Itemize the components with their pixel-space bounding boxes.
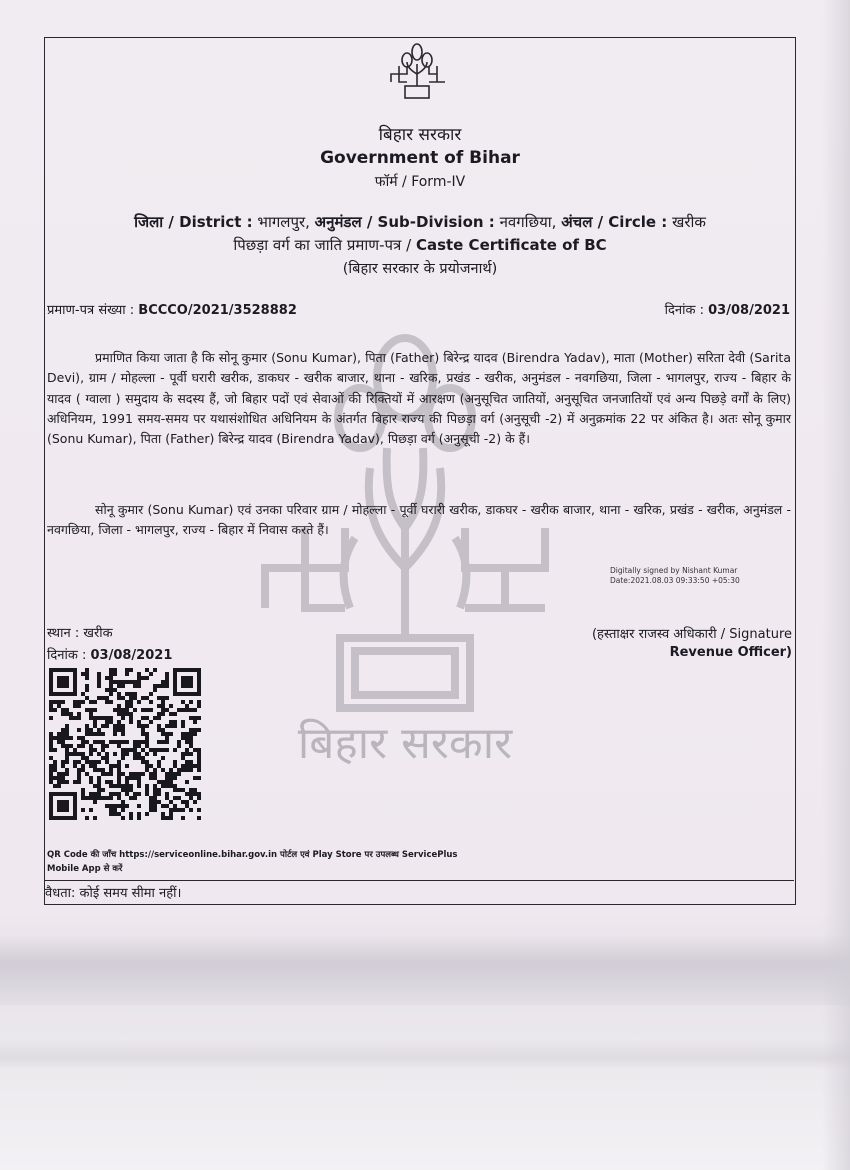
subdivision-label: अनुमंडल / Sub-Division : [314, 213, 495, 231]
certificate-date-value: 03/08/2021 [708, 303, 790, 318]
certificate-title-english: Caste Certificate of BC [415, 236, 607, 254]
paper-edge [822, 0, 850, 1170]
digital-signature-signer: Digitally signed by Nishant Kumar [610, 566, 738, 575]
bihar-emblem-icon [385, 42, 449, 104]
signature-caption-line1 [592, 624, 792, 642]
certificate-date-label: दिनांक : [664, 303, 704, 318]
paper-fold-shadow-2 [0, 1040, 850, 1070]
district-label: जिला / District : [134, 213, 253, 231]
hindi-government-title: बिहार सरकार [378, 125, 462, 145]
qr-code-icon[interactable] [49, 668, 201, 820]
certificate-number-value: BCCCO/2021/3528882 [138, 303, 297, 318]
circle-value: खरीक [672, 213, 706, 231]
digital-signature-date: Date:2021.08.03 09:33:50 +05:30 [610, 575, 740, 585]
qr-verification-note [47, 848, 458, 876]
validity-note: वैधता: कोई समय सीमा नहीं। [45, 880, 794, 901]
qr-note-line2: Mobile App से करें [47, 864, 123, 874]
place [47, 623, 113, 641]
signature-caption-line2: Revenue Officer) [669, 645, 792, 660]
certification-paragraph: प्रमाणित किया जाता है कि सोनू कुमार (Sonu Kumar), पिता (Father) बिरेन्द्र यादव (Birendra Yadav), माता (Mother) सरिता देवी (Sarita Devi), ग्राम / मोहल्ला - पूर्वी घरारी खरीक, डाकघर - खरीक बाजार, थाना - खरिक, प्रखंड - खरीक, अनुमंडल - नवगछिया, जिला - भागलपुर, राज्य - बिहार के यादव ( ग्वाला ) समुदाय के सदस्य हैं, जो बिहार पदों एवं सेवाओं की रिक्तियों में आरक्षण (अनुसूचित जातियों, अनुसूचित जनजातियों एवं अन्य पिछड़े वर्गों के लिए) अधिनियम, 1991 समय-समय पर यथासंशोधित अधिनियम के अंतर्गत बिहार राज्य की पिछड़ा वर्ग (अनुसूची -2) में अनुक्रमांक 22 पर अंकित है। अतः सोनू कुमार (Sonu Kumar), पिता (Father) बिरेन्द्र यादव (Birendra Yadav), पिछड़ा वर्ग (अनुसूची -2) के हैं। [47, 350, 791, 447]
certificate-purpose: (बिहार सरकार के प्रयोजनार्थ) [342, 261, 498, 277]
subdivision-value: नवगछिया, [499, 213, 557, 231]
signature-caption-text: (हस्ताक्षर राजस्व अधिकारी / Signature [591, 627, 792, 642]
jurisdiction-line [44, 212, 796, 232]
qr-note-line1: QR Code की जाँच https://serviceonline.bihar.gov.in पोर्टल एवं Play Store पर उपलब्ध ServicePlus [47, 850, 458, 860]
government-title: Government of Bihar [320, 148, 520, 168]
digital-signature [610, 566, 740, 585]
certificate-title-hindi: पिछड़ा वर्ग का जाति प्रमाण-पत्र / [233, 236, 412, 254]
district-value: भागलपुर, [257, 213, 310, 231]
certificate-title [44, 235, 796, 255]
issue-date [47, 645, 172, 663]
issue-date-label: दिनांक : [47, 648, 87, 663]
residence-paragraph: सोनू कुमार (Sonu Kumar) एवं उनका परिवार ग्राम / मोहल्ला - पूर्वी घरारी खरीक, डाकघर - खरीक बाजार, थाना - खरिक, प्रखंड - खरीक, अनुमंडल - नवगछिया, जिला - भागलपुर, राज्य - बिहार में निवास करते हैं। [47, 502, 791, 538]
certificate-number [47, 300, 297, 318]
certificate-date [665, 300, 790, 318]
certificate-number-label: प्रमाण-पत्र संख्या : [47, 303, 135, 318]
form-number: फॉर्म / Form-IV [374, 174, 466, 190]
place-label: स्थान : [47, 626, 80, 641]
watermark-text: बिहार सरकार [297, 718, 513, 769]
circle-label: अंचल / Circle : [561, 213, 668, 231]
paper-fold-shadow [0, 935, 850, 1005]
issue-date-value: 03/08/2021 [90, 648, 173, 663]
place-value: खरीक [83, 626, 113, 641]
